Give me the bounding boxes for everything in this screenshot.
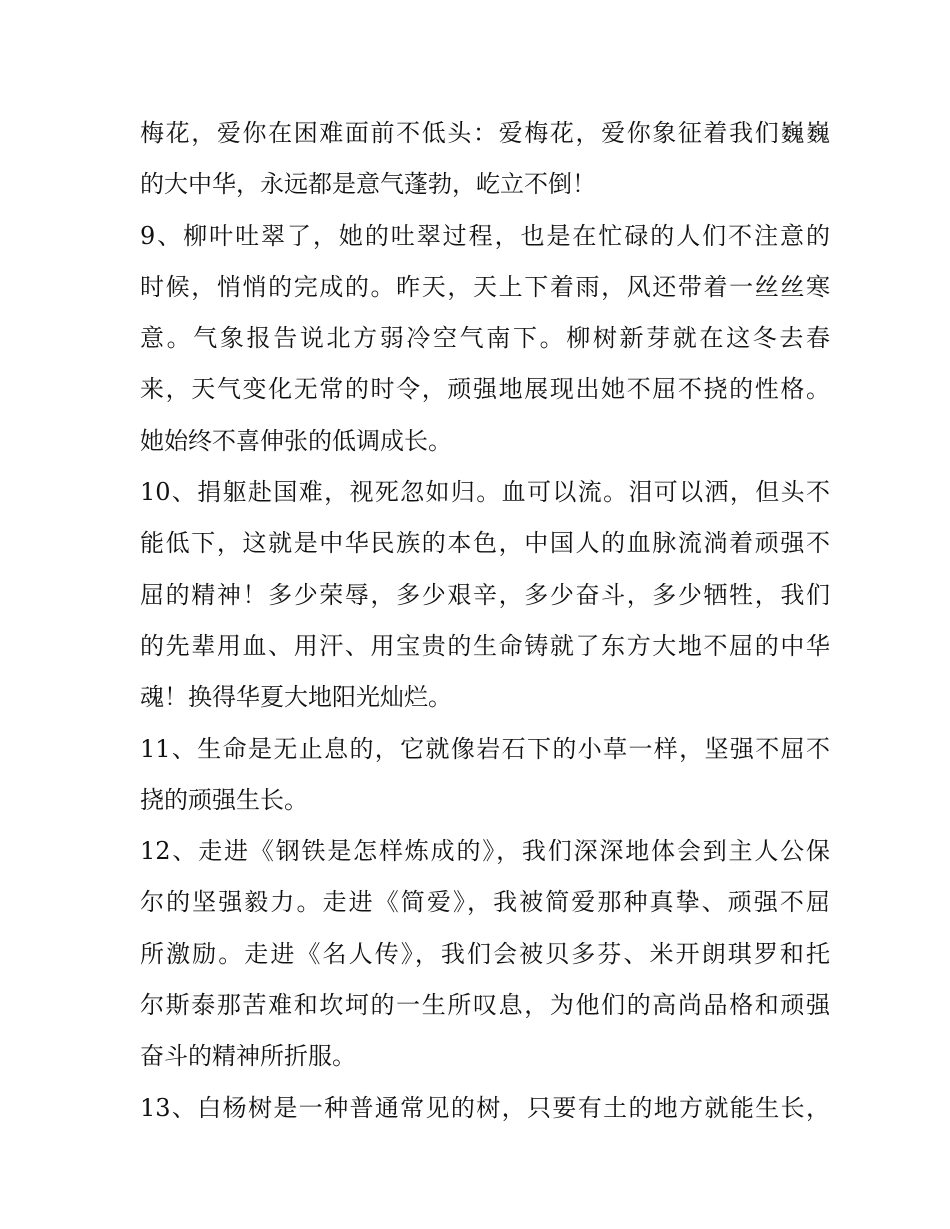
text-line: 意。气象报告说北方弱冷空气南下。柳树新芽就在这冬去春 bbox=[140, 324, 830, 353]
text-line: 的大中华，永远都是意气蓬勃，屹立不倒！ bbox=[140, 170, 596, 199]
text-line: 挠的顽强生长。 bbox=[140, 785, 308, 814]
text-line: 所激励。走进《名人传》，我们会被贝多芬、米开朗琪罗和托 bbox=[140, 939, 830, 968]
text-line: 屈的精神！多少荣辱，多少艰辛，多少奋斗，多少牺牲，我们 bbox=[140, 580, 830, 609]
text-line: 尔的坚强毅力。走进《简爱》，我被简爱那种真挚、顽强不屈 bbox=[140, 888, 830, 917]
text-line: 来，天气变化无常的时令，顽强地展现出她不屈不挠的性格。 bbox=[140, 375, 830, 404]
text-line: 9、柳叶吐翠了，她的吐翠过程，也是在忙碌的人们不注意的 bbox=[140, 221, 830, 250]
text-line: 奋斗的精神所折服。 bbox=[140, 1042, 356, 1071]
document-body bbox=[140, 108, 830, 1134]
text-line: 10、捐躯赴国难，视死忽如归。血可以流。泪可以洒，但头不 bbox=[140, 478, 830, 507]
text-line: 的先辈用血、用汗、用宝贵的生命铸就了东方大地不屈的中华 bbox=[140, 631, 830, 660]
text-line: 时候，悄悄的完成的。昨天，天上下着雨，风还带着一丝丝寒 bbox=[140, 272, 830, 301]
text-line: 13、白杨树是一种普通常见的树，只要有土的地方就能生长， bbox=[140, 1093, 830, 1122]
text-line: 尔斯泰那苦难和坎坷的一生所叹息，为他们的高尚品格和顽强 bbox=[140, 991, 830, 1020]
text-line: 11、生命是无止息的，它就像岩石下的小草一样，坚强不屈不 bbox=[140, 734, 830, 763]
text-line: 魂！换得华夏大地阳光灿烂。 bbox=[140, 683, 452, 712]
text-line: 她始终不喜伸张的低调成长。 bbox=[140, 426, 452, 455]
text-line: 12、走进《钢铁是怎样炼成的》，我们深深地体会到主人公保 bbox=[140, 837, 830, 866]
text-line: 梅花，爱你在困难面前不低头：爱梅花，爱你象征着我们巍巍 bbox=[140, 119, 830, 147]
text-line: 能低下，这就是中华民族的本色，中国人的血脉流淌着顽强不 bbox=[140, 529, 830, 558]
